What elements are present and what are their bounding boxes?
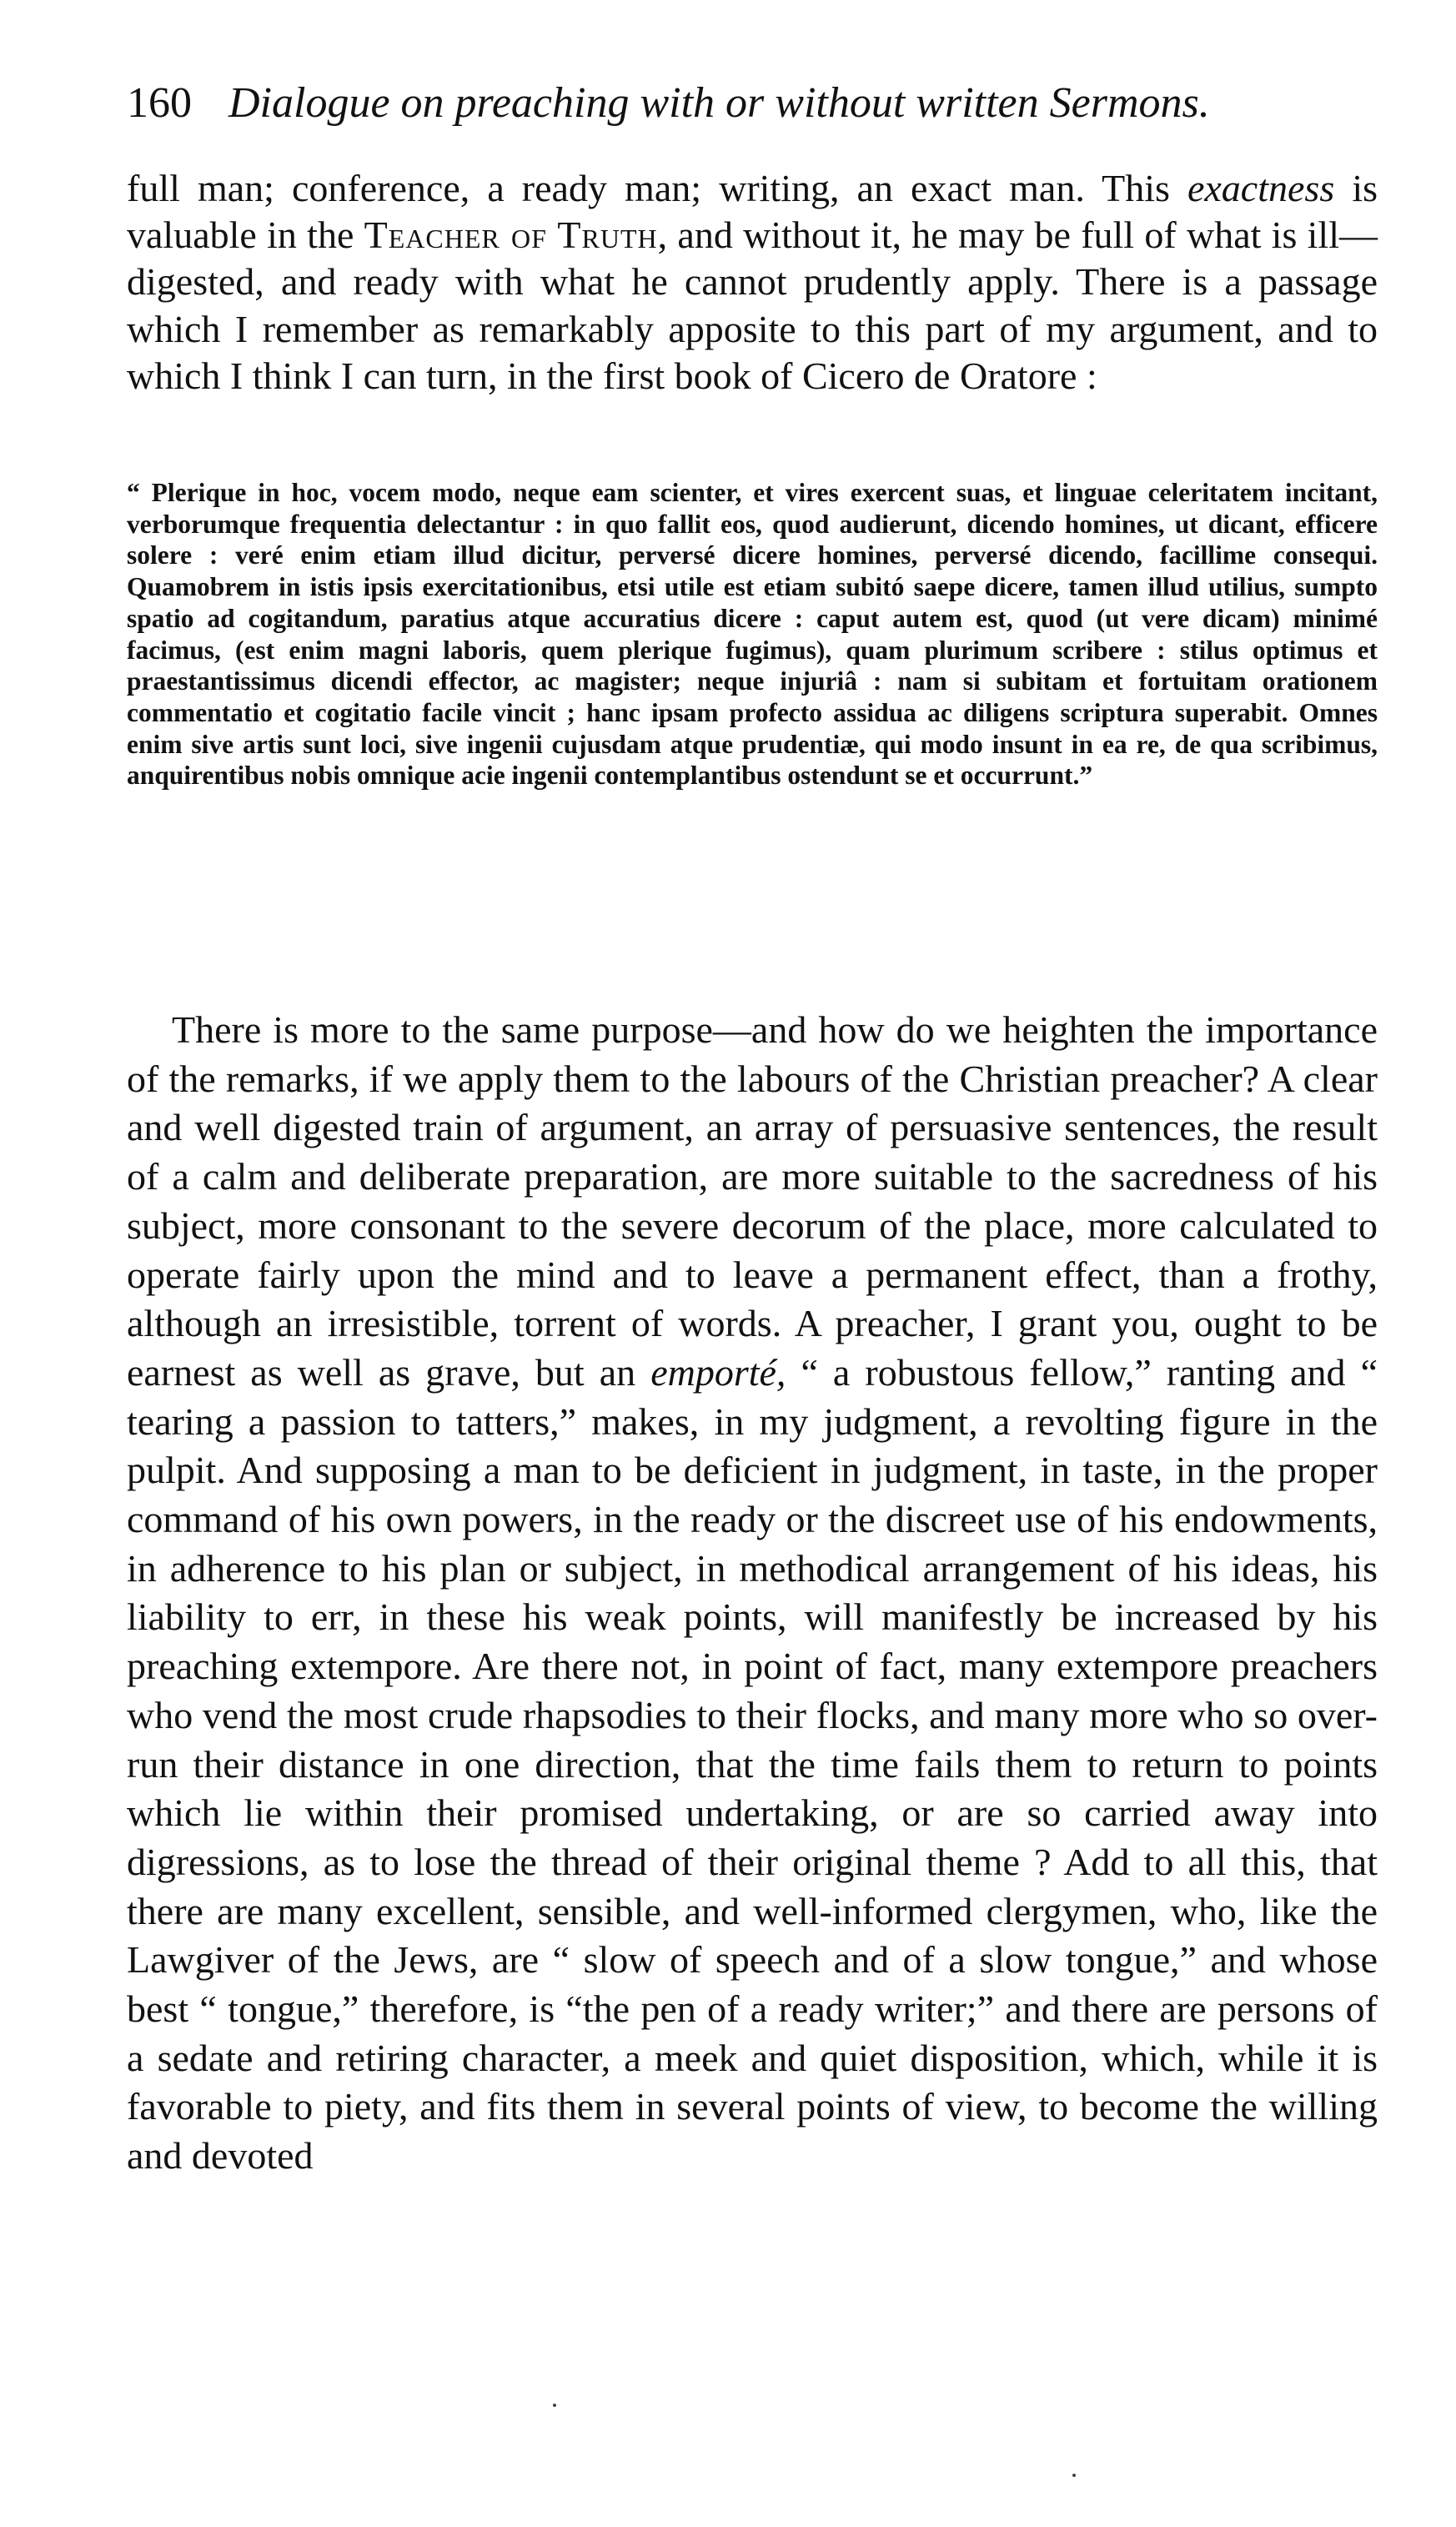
latin-quotation: “ Plerique in hoc, vocem modo, neque eam scienter, et vires exercent suas, et linguae celeritatem incitant, verborumque frequentia delectantur : in quo fallit eos, quod audierunt, dicendo homines, ut dicant, efficere solere : veré enim etiam illud dicitur, perversé dicere homines, perversé dicendo, facillime consequi. Quamobrem in istis ipsis exercitationibus, etsi utile est etiam subitó saepe dicere, tamen illud utilius, sumpto spatio ad cogitandum, paratius atque accuratius dicere : caput autem est, quod (ut vere dicam) minimé facimus, (est enim magni laboris, quem plerique fugimus), quam plurimum scribere : stilus optimus et praestantissimus dicendi effector, ac magister; neque injuriâ : nam si subitam et fortuitam orationem commentatio et cogitatio facile vincit ; hanc ipsam profecto assidua ac diligens scriptura superabit. Omnes enim sive artis sunt loci, sive ingenii cujusdam atque prudentiæ, qui modo insunt in ea re, de qua scribimus, anquirentibus nobis omnique acie ingenii contemplantibus ostendunt se et occurrunt.” xyxy=(127,478,1378,791)
paragraph-opening xyxy=(127,165,1378,399)
para1-text-2: is valuable in the xyxy=(127,167,1378,257)
para1-italic-exactness: exactness xyxy=(1187,167,1335,209)
para2-text-1: There is more to the same purpose—and how do we heighten the importance of the remarks, if we apply them to the labours of the Christian preacher? A clear and well digested train of argument, an array of persuasive sentences, the result of a calm and deliberate preparation, are more suitable to the sacredness of his subject, more consonant to the severe decorum of the place, more calculated to operate fairly upon the mind and to leave a permanent effect, than a frothy, although an irresistible, torrent of words. A preacher, I grant you, ought to be earnest as well as grave, but an xyxy=(127,1008,1378,1394)
para2-text-2: “ a robustous fellow,” ranting and “ tearing a passion to tatters,” makes, in my judgment, a revolting figure in the pulpit. And supposing a man to be deficient in judgment, in taste, in the proper command of his own powers, in the ready or the discreet use of his endowments, in adherence to his plan or subject, in methodical arrangement of his ideas, his liability to err, in these his weak points, will manifestly be increased by his preaching extempore. Are there not, in point of fact, many extempore preachers who vend the most crude rhapsodies to their flocks, and many more who so over-run their distance in one direction, that the time fails them to return to points which lie within their promised undertaking, or are so carried away into digressions, as to lose the thread of their original theme ? Add to all this, that there are many excellent, sensible, and well-informed clergymen, who, like the Lawgiver of the Jews, are “ slow of speech and of a slow tongue,” and whose best “ tongue,” therefore, is “the pen of a ready writer;” and there are persons of a sedate and retiring character, a meek and quiet disposition, which, while it is favorable to piety, and fits them in several points of view, to become the willing and devoted xyxy=(127,1350,1378,2178)
page-number: 160 xyxy=(127,79,192,127)
para2-italic-emporte: emporté, xyxy=(650,1350,786,1394)
page-header xyxy=(127,77,1378,130)
para1-smallcaps-teacher: Teacher of Truth xyxy=(364,214,658,257)
paper-speck xyxy=(1072,2474,1076,2477)
para1-text-1: full man; conference, a ready man; writing, an exact man. This xyxy=(127,167,1187,209)
paragraph-main xyxy=(127,1006,1378,2181)
running-title: Dialogue on preaching with or without written Sermons. xyxy=(228,79,1210,127)
para1-text-3: , and without it, he may be full of what is ill—digested, and ready with what he cannot prudently apply. There is a passage which I remember as remarkably apposite to this part of my argument, and to which I think I can turn, in the first book of Cicero de Oratore : xyxy=(127,214,1378,397)
paper-speck xyxy=(553,2404,556,2407)
